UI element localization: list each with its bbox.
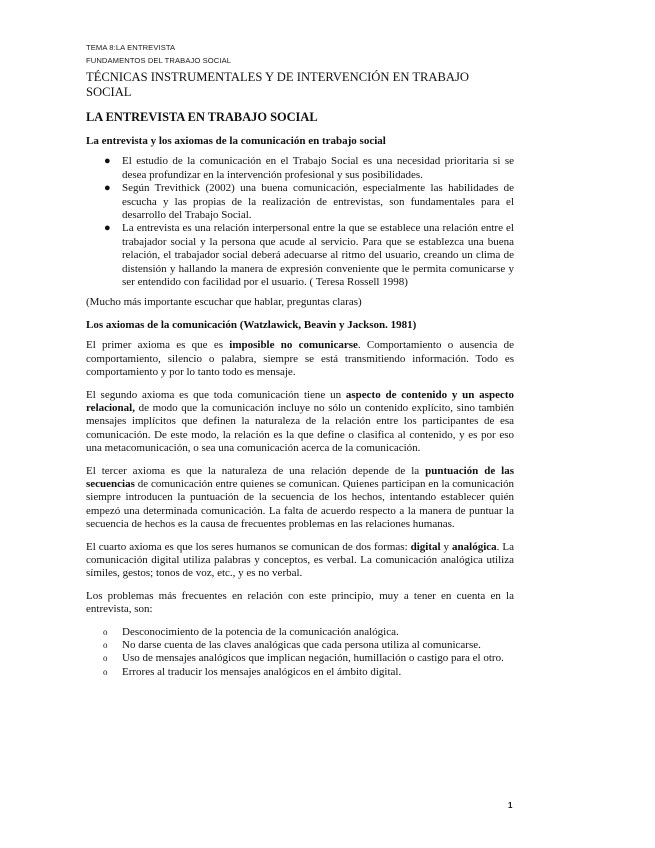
emphasis: puntuación de las secuencias	[86, 464, 514, 490]
page-number: 1	[508, 801, 513, 810]
circle-bullet-icon: o	[103, 653, 108, 664]
bullet-icon: ●	[104, 182, 111, 195]
circle-bullet-icon: o	[103, 666, 108, 677]
list-item: ● El estudio de la comunicación en el Trabajo Social es una necesidad prioritaria si se desea profundizar en la intervención profesional y sus posibilidades.	[104, 155, 514, 181]
paragraph-axiom-2: El segundo axioma es que toda comunicación tiene un aspecto de contenido y un aspecto relacional, de modo que la comunicación incluye no sólo un contenido explícito, sino también mensajes implícitos que definen la naturaleza de la relación entre los participantes de esa comunicación. De este modo, la relación es la que define o clasifica al contenido, y es por eso una metacomunicación, o sea una comunicación acerca de la comunicación.	[86, 388, 515, 455]
emphasis: analógica	[452, 540, 497, 553]
paragraph-axiom-4: El cuarto axioma es que los seres humanos se comunican de dos formas: digital y analógica. La comunicación digital utiliza palabras y conceptos, es verbal. La comunicación analógica utiliza símiles, gestos; tonos de voz, etc., y es no verbal.	[86, 540, 515, 580]
document-body	[86, 70, 514, 686]
circle-bullet-icon: o	[103, 640, 108, 650]
emphasis: aspecto de contenido y un aspecto relacional,	[86, 388, 515, 414]
header-topic: TEMA 8:LA ENTREVISTA	[86, 43, 176, 52]
emphasis: digital	[410, 540, 441, 553]
list-item: o Uso de mensajes analógicos que implican negación, humillación o castigo para el otro.	[103, 652, 504, 665]
header-course: FUNDAMENTOS DEL TRABAJO SOCIAL	[86, 56, 232, 65]
section1-note: (Mucho más importante escuchar que hablar, preguntas claras)	[86, 296, 362, 309]
paragraph-axiom-3: El tercer axioma es que la naturaleza de una relación depende de la puntuación de las secuencias de comunicación entre quienes se comunican. Quienes participan en la comunicación siempre introducen la puntuación de la secuencia de los hechos, intentando establecer quién empezó una determinada comunicación. La falta de acuerdo respecto a la manera de puntuar la secuencia de hechos es la causa de frecuentes problemas en las relaciones humanas.	[86, 464, 514, 531]
bullet-icon: ●	[104, 222, 111, 235]
section1-bullet-list	[86, 155, 514, 289]
list-item: o Desconocimiento de la potencia de la comunicación analógica.	[103, 625, 399, 638]
emphasis: imposible no comunicarse	[229, 339, 358, 352]
circle-bullet-icon: o	[103, 626, 108, 637]
document-title: TÉCNICAS INSTRUMENTALES Y DE INTERVENCIÓN EN TRABAJO SOCIAL	[86, 70, 470, 99]
document-subtitle: LA ENTREVISTA EN TRABAJO SOCIAL	[86, 110, 318, 124]
list-item: o Errores al traducir los mensajes analógicos en el ámbito digital.	[103, 665, 402, 678]
problems-list	[86, 626, 514, 680]
paragraph-problems-intro: Los problemas más frecuentes en relación con este principio, muy a tener en cuenta en la entrevista, son:	[86, 589, 514, 616]
bullet-icon: ●	[104, 155, 111, 168]
paragraph-axiom-1: El primer axioma es que es imposible no comunicarse. Comportamiento o ausencia de comportamiento, silencio o palabra, siempre se está transmitiendo información. Todo es comportamiento y por lo tanto todo es mensaje.	[86, 339, 514, 379]
list-item: ● La entrevista es una relación interpersonal entre la que se establece una relación entre el trabajador social y la persona que acude al servicio. Para que se establezca una buena relación, el trabajador social deberá adecuarse al ritmo del usuario, creando un clima de distensión y hallando la manera de expresión conveniente que le permita comunicarse y ser entendido con facilidad por el usuario. ( Teresa Rossell 1998)	[104, 222, 514, 289]
section1-heading: La entrevista y los axiomas de la comunicación en trabajo social	[86, 135, 386, 147]
list-item: ● Según Trevithick (2002) una buena comunicación, especialmente las habilidades de escucha y las propias de la realización de entrevistas, son fundamentales para el desarrollo del Trabajo Social.	[104, 182, 514, 222]
running-header	[86, 41, 231, 67]
list-item: o No darse cuenta de las claves analógicas que cada persona utiliza al comunicarse.	[103, 639, 481, 651]
section2-heading: Los axiomas de la comunicación (Watzlawick, Beavin y Jackson. 1981)	[86, 318, 417, 331]
